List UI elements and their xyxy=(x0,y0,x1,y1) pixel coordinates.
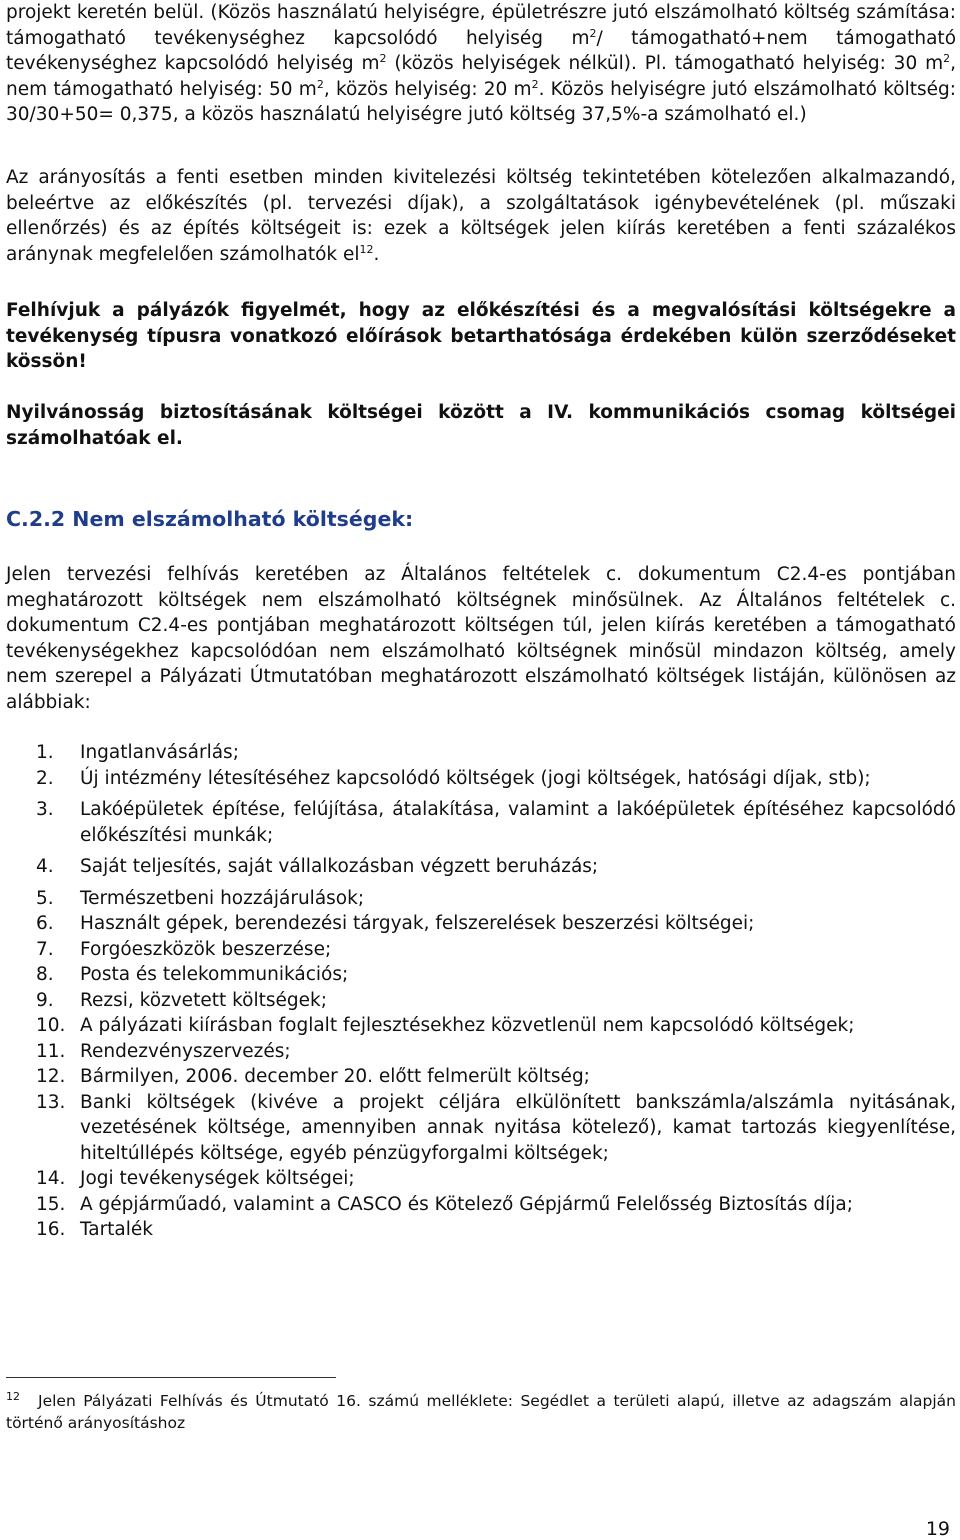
list-item-text: Természetbeni hozzájárulások; xyxy=(80,887,365,909)
text-run: (közös helyiségek nélkül). Pl. támogatható helyiség: 30 m xyxy=(386,53,944,74)
footnote xyxy=(6,1390,956,1434)
list-number: 4. xyxy=(36,856,54,877)
section-title: Nem elszámolható költségek: xyxy=(65,507,414,531)
superscript: 2 xyxy=(943,51,951,65)
section-heading xyxy=(6,507,413,531)
text-run: , közös helyiség: 20 m xyxy=(323,78,532,100)
list-item-text: A gépjárműadó, valamint a CASCO és Kötelező Gépjármű Felelősség Biztosítás díja; xyxy=(80,1193,853,1215)
list-item-text: Rendezvényszervezés; xyxy=(80,1040,291,1062)
list-item xyxy=(6,1090,956,1167)
list-item-text: Posta és telekommunikációs; xyxy=(80,964,349,985)
page-number: 19 xyxy=(925,1518,950,1540)
paragraph-non-eligible-intro: Jelen tervezési felhívás keretében az Általános feltételek c. dokumentum C2.4-es pontjában meghatározott költségek nem elszámolható költségnek minősülnek. Az Általános feltételek c. dokumentum C2.4-es pontjában meghatározott költségen túl, jelen kiírás keretében a támogatható tevékenységekhez kapcsolódóan nem elszámolható költségnek minősül mindazon költség, amely nem szerepel a Pályázati Útmutatóban meghatározott elszámolható költségek listáján, különösen az alábbiak: xyxy=(6,564,956,713)
list-item xyxy=(6,911,956,937)
list-number: 13. xyxy=(36,1091,66,1113)
paragraph-proportioning xyxy=(6,165,956,267)
list-item-text: Új intézmény létesítéséhez kapcsolódó költségek (jogi költségek, hatósági díjak, stb); xyxy=(80,767,871,789)
text-run: . Közös helyiségre jutó elszámolható költség: 30/30+50= 0,375, a közös használatú helyiségre jutó költség 37,5%-a számolható el.) xyxy=(6,78,956,125)
list-item xyxy=(6,1039,956,1065)
footnote-text: Jelen Pályázati Felhívás és Útmutató 16. számú melléklete: Segédlet a területi alapú, illetve az adagszám alapján történő arányosításhoz xyxy=(6,1392,956,1432)
list-number: 15. xyxy=(36,1193,66,1215)
list-number: 14. xyxy=(36,1168,66,1189)
footnote-reference[interactable]: 12 xyxy=(359,242,374,256)
list-item xyxy=(6,766,956,792)
list-item-text: Jogi tevékenységek költségei; xyxy=(80,1168,355,1189)
footnote-separator xyxy=(6,1377,336,1378)
text-run: Az arányosítás a fenti esetben minden kivitelezési költség tekintetében kötelezően alkalmazandó, beleértve az előkészítés (pl. tervezési díjak), a szolgáltatások igénybevételének (pl. műszaki ellenőrzés) és az építés költségeit is: ezek a költségek jelen kiírás keretében a fenti százalékos aránynak megfelelően számolhatók el xyxy=(6,167,956,265)
superscript: 2 xyxy=(316,77,324,91)
list-number: 11. xyxy=(36,1040,66,1062)
list-item-text: Tartalék xyxy=(80,1219,154,1240)
list-number: 2. xyxy=(36,767,54,789)
list-number: 7. xyxy=(36,938,54,960)
list-item-text: Használt gépek, berendezési tárgyak, felszerelések beszerzési költségei; xyxy=(80,913,755,934)
list-item xyxy=(6,1166,956,1192)
section-number: C.2.2 xyxy=(6,507,66,531)
text-run: , nem támogatható helyiség: 50 m xyxy=(6,53,956,100)
list-item xyxy=(6,1013,956,1039)
list-item xyxy=(6,1064,956,1090)
superscript: 2 xyxy=(589,26,597,40)
paragraph-notice-bold: Felhívjuk a pályázók figyelmét, hogy az előkészítési és a megvalósítási költségekre a tevékenység típusra vonatkozó előírások betarthatósága érdekében külön szerződéseket kössön! xyxy=(6,300,956,372)
list-item xyxy=(6,886,956,912)
paragraph-shared-space-calculation xyxy=(6,0,956,128)
list-number: 8. xyxy=(36,964,54,985)
list-number: 10. xyxy=(36,1015,66,1036)
list-item xyxy=(6,854,956,880)
text-run: / támogatható+nem támogatható tevékenységhez kapcsolódó helyiség m xyxy=(6,27,957,74)
list-item-text: Banki költségek (kivéve a projekt céljára elkülönített bankszámla/alszámla nyitásának, vezetésének költsége, amennyiben annak nyitása kötelező), kamat tartozás kiegyenlítése, hiteltúllépés költsége, egyéb pénzügyforgalmi költségek; xyxy=(80,1091,956,1164)
text-run: projekt keretén belül. (Közös használatú helyiségre, épületrészre jutó elszámolható költség számítása: támogatható tevékenységhez kapcsolódó helyiség m xyxy=(6,2,956,49)
list-number: 5. xyxy=(36,887,54,909)
list-item xyxy=(6,1192,956,1218)
list-number: 6. xyxy=(36,913,54,934)
superscript: 2 xyxy=(531,77,539,91)
superscript: 2 xyxy=(379,51,387,65)
list-item-text: A pályázati kiírásban foglalt fejlesztésekhez közvetlenül nem kapcsolódó költségek; xyxy=(80,1015,855,1036)
list-number: 3. xyxy=(36,799,54,820)
paragraph-publicity-bold: Nyilvánosság biztosításának költségei között a IV. kommunikációs csomag költségei számolhatóak el. xyxy=(6,402,956,449)
list-number: 16. xyxy=(36,1219,66,1240)
text-run: . xyxy=(373,243,380,265)
list-item xyxy=(6,962,956,988)
list-item xyxy=(6,988,956,1014)
list-item xyxy=(6,740,956,766)
list-item xyxy=(6,1217,956,1243)
list-item-text: Lakóépületek építése, felújítása, átalakítása, valamint a lakóépületek építéséhez kapcsolódó előkészítési munkák; xyxy=(80,799,956,846)
list-item-text: Saját teljesítés, saját vállalkozásban végzett beruházás; xyxy=(80,856,599,877)
non-eligible-costs-list xyxy=(6,740,956,1243)
list-item xyxy=(6,797,956,848)
list-item-text: Rezsi, közvetett költségek; xyxy=(80,989,327,1011)
list-number: 9. xyxy=(36,989,54,1011)
list-item-text: Ingatlanvásárlás; xyxy=(80,742,239,763)
footnote-mark: 12 xyxy=(6,1389,20,1403)
list-item xyxy=(6,937,956,963)
list-item-text: Bármilyen, 2006. december 20. előtt felmerült költség; xyxy=(80,1066,590,1087)
list-number: 12. xyxy=(36,1066,66,1087)
list-item-text: Forgóeszközök beszerzése; xyxy=(80,938,332,960)
list-number: 1. xyxy=(36,742,54,763)
